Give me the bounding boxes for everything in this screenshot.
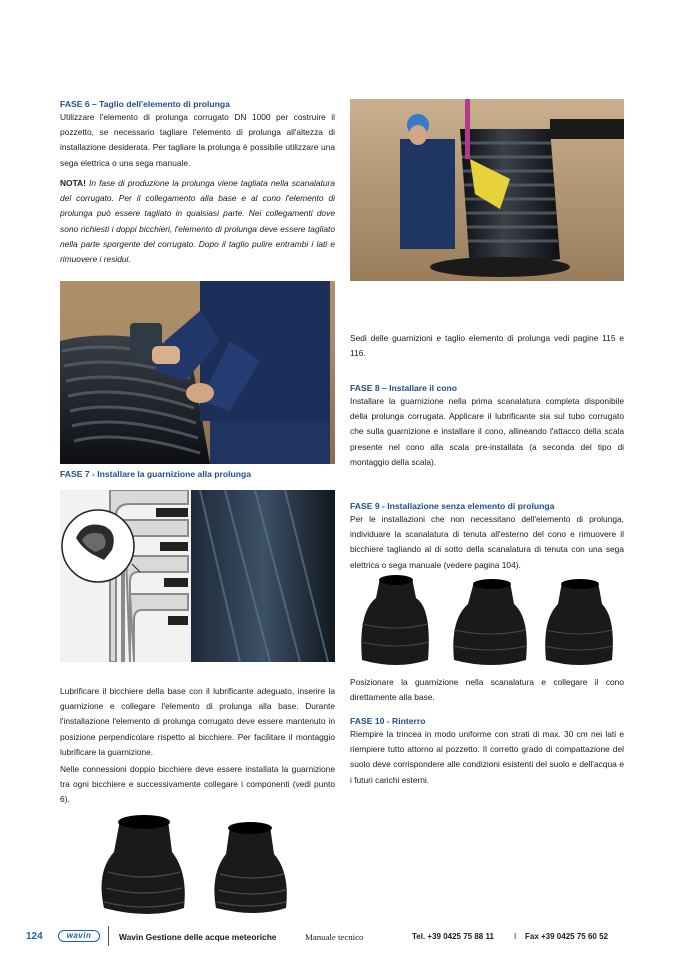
fase8-body: Installare la guarnizione nella prima scanalatura completa disponibile della prolunga corrugata. Applicare il lubrificante sia sul tubo corrugato che sulla guarnizione e installare il cono, allineando l'attacco della scala presente nel cono alla scala pre-installata (a seconda del tipo di montaggio della scala). <box>350 396 624 467</box>
gasket-photo <box>60 490 335 662</box>
fase6-body: Utilizzare l'elemento di prolunga corrugato DN 1000 per costruire il pozzetto, se necessario tagliare l'elemento di prolunga all'altezza di installazione desiderata. Per tagliare la prolunga è possibile utilizzare una sega elettrica o una sega manuale. <box>60 112 335 168</box>
fase6-note <box>60 176 335 267</box>
fase9-heading: FASE 9 - Installazione senza elemento di prolunga <box>350 501 555 511</box>
fase9-caption: Posizionare la guarnizione nella scanalatura e collegare il cono direttamente alla base. <box>350 677 624 703</box>
fase7-heading: FASE 7 - Installare la guarnizione alla prolunga <box>60 469 252 479</box>
fase6-heading: FASE 6 – Taglio dell'elemento di prolunga <box>60 99 230 109</box>
footer-tel: Tel. +39 0425 75 88 11 <box>412 932 494 941</box>
cutting-photo <box>60 281 335 464</box>
fase10-heading: FASE 10 - Rinterro <box>350 716 426 726</box>
footer-divider <box>108 926 109 946</box>
note-text: In fase di produzione la prolunga viene tagliata nella scanalatura del corrugato. Per il collegamento alla base e al cono l'elemento di prolunga può essere tagliato in qualsiasi parte. Nei collegamenti dove sono richiesti i doppi bicchieri, l'elemento di prolunga deve essere tagliato nella parte sporgente del corrugato. Dopo il taglio pulire entrambi i lati e rimuovere i residui. <box>60 178 335 265</box>
fase9-body: Per le installazioni che non necessitano dell'elemento di prolunga, individuare la scanalatura di tenuta all'esterno del cono e rimuovere il bicchiere tagliando al di sotto della scanalatura di tenuta con una sega elettrica o sega manuale (vedere pagina 104). <box>350 514 624 570</box>
note-label: NOTA! <box>60 178 86 188</box>
cones-photo-left <box>80 812 310 922</box>
fase10-body: Riempire la trincea in modo uniforme con strati di max. 30 cm nei lati e riempiere tutto attorno al pozzetto. Il corretto grado di compattazione del suolo deve corrispondere alle condizioni esistenti del suolo e dell'acqua e i futuri carichi esterni. <box>350 729 624 785</box>
right-caption: Sedi delle guarnizioni e taglio elemento di prolunga vedi pagine 115 e 116. <box>350 333 624 359</box>
footer-fax: Fax +39 0425 75 60 52 <box>525 932 608 941</box>
page-number: 124 <box>26 931 43 942</box>
fase7-body-2: Nelle connessioni doppio bicchiere deve essere installata la guarnizione tra ogni bicchiere e successivamente collegare i componenti (vedi punto 6). <box>60 764 335 805</box>
trench-photo <box>350 99 624 281</box>
footer-separator: I <box>514 932 517 941</box>
fase7-body-1: Lubrificare il bicchiere della base con il lubrificante adeguato, inserire la guarnizione e collegare l'elemento di prolunga alla base. Durante l'installazione l'elemento di prolunga corrugato deve essere mantenuto in posizione perpendicolare rispetto al bicchiere. Per facilitare il montaggio lubrificare la guarnizione. <box>60 686 335 757</box>
wavin-logo: wavin <box>58 930 100 942</box>
footer-title: Wavin Gestione delle acque meteoriche <box>119 932 277 942</box>
footer <box>0 926 677 948</box>
fase8-heading: FASE 8 – Installare il cono <box>350 383 457 393</box>
cones-photo-right <box>350 572 634 672</box>
footer-subtitle: Manuale tecnico <box>305 932 364 942</box>
